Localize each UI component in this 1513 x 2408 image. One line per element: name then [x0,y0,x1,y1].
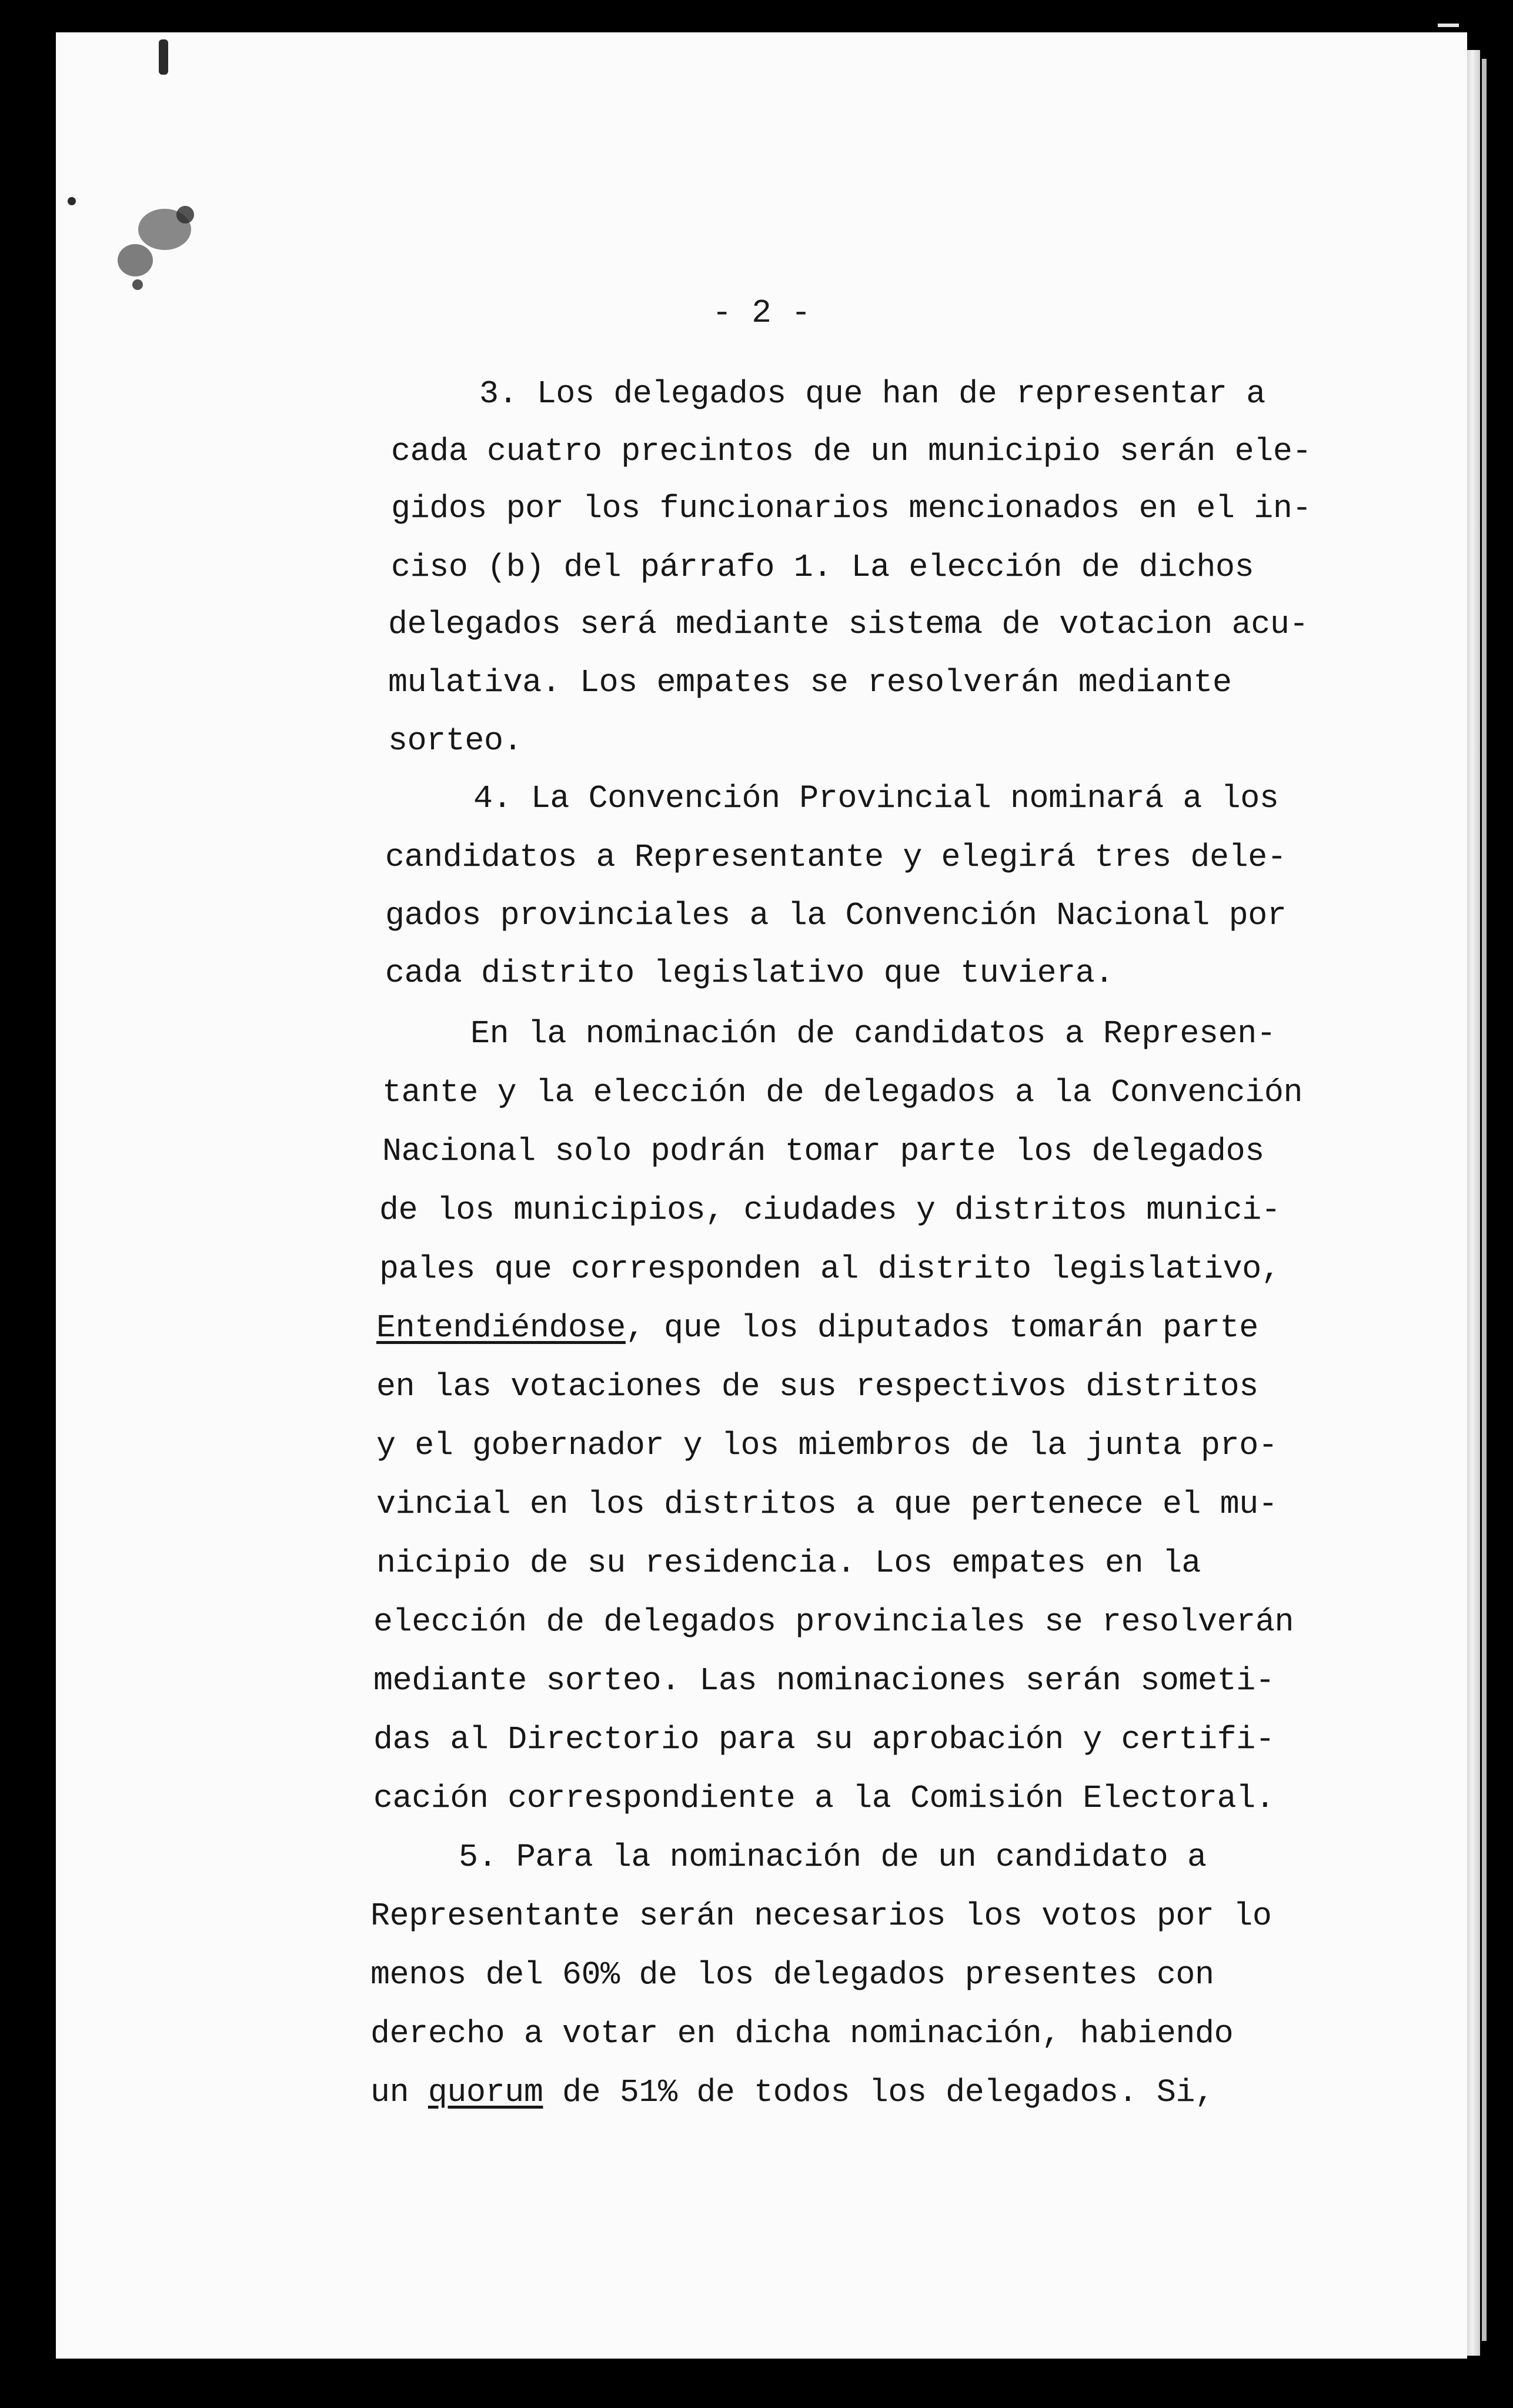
page-edge [1467,50,1480,2356]
text-line: de los municipios, ciudades y distritos munici- [379,1192,1281,1229]
text-line: ciso (b) del párrafo 1. La elección de dichos [391,549,1254,586]
text-line [370,2075,1214,2110]
underlined-word: Entendiéndose [376,1309,626,1346]
text-line: sorteo. [388,722,523,759]
ink-smudge [176,206,194,224]
text-line: tante y la elección de delegados a la Convención [382,1074,1303,1111]
text-line: cada cuatro precintos de un municipio serán ele- [391,433,1312,470]
text-line: mediante sorteo. Las nominaciones serán someti- [373,1662,1275,1699]
ink-smudge [132,279,143,290]
text-line: cación correspondiente a la Comisión Electoral. [373,1780,1275,1817]
document-page [56,32,1467,2359]
text-line [376,1310,1258,1346]
text-line: cada distrito legislativo que tuviera. [385,955,1114,992]
text-line: menos del 60% de los delegados presentes con [370,1956,1214,1993]
text-line: En la nominación de candidatos a Represen- [470,1015,1276,1052]
text-line: 5. Para la nominación de un candidato a [459,1839,1207,1876]
text-line: derecho a votar en dicha nominación, habiendo [370,2015,1234,2052]
ink-smudge [68,197,76,205]
page-number: - 2 - [712,294,811,332]
text-line: 3. Los delegados que han de representar a [479,375,1265,412]
text-line: Nacional solo podrán tomar parte los delegados [382,1133,1264,1170]
text-line: candidatos a Representante y elegirá tres dele- [385,839,1287,876]
text-line: elección de delegados provinciales se resolverán [373,1603,1294,1640]
text-line: das al Directorio para su aprobación y certifi- [373,1721,1275,1758]
text-span: , que los diputados tomarán parte [625,1309,1258,1346]
text-line: delegados será mediante sistema de votacion acu- [388,606,1309,643]
scan-mark [1438,24,1459,27]
text-line: pales que corresponden al distrito legislativo, [379,1250,1281,1288]
text-span: un [370,2074,428,2111]
ink-smudge [159,39,168,75]
text-line: nicipio de su residencia. Los empates en la [376,1545,1201,1582]
page-edge [1482,59,1487,2341]
text-line: 4. La Convención Provincial nominará a los [473,780,1279,817]
text-line: gidos por los funcionarios mencionados en el in- [391,490,1312,527]
text-line: mulativa. Los empates se resolverán mediante [388,664,1232,701]
underlined-word: quorum [427,2074,543,2111]
text-line: gados provinciales a la Convención Nacional por [385,897,1287,934]
text-line: Representante serán necesarios los votos por lo [370,1897,1272,1935]
ink-smudge [118,244,153,276]
text-line: vincial en los distritos a que pertenece el mu- [376,1486,1278,1523]
text-line: en las votaciones de sus respectivos distritos [376,1368,1258,1405]
text-line: y el gobernador y los miembros de la junta pro- [376,1427,1278,1464]
text-span: de 51% de todos los delegados. Si, [562,2074,1214,2111]
